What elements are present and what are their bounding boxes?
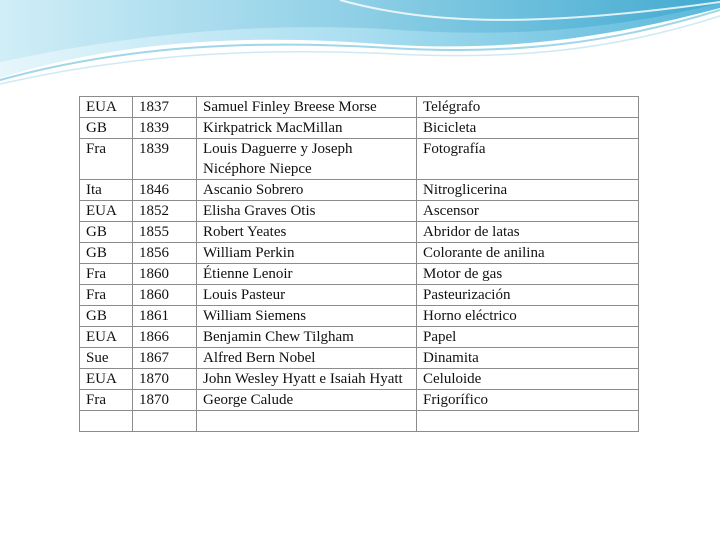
year-cell: 1860 bbox=[133, 264, 197, 285]
country-cell: GB bbox=[80, 118, 133, 139]
invention-cell: Ascensor bbox=[417, 201, 639, 222]
inventor-cell: John Wesley Hyatt e Isaiah Hyatt bbox=[197, 369, 417, 390]
invention-cell: Papel bbox=[417, 327, 639, 348]
invention-cell: Abridor de latas bbox=[417, 222, 639, 243]
invention-cell: Bicicleta bbox=[417, 118, 639, 139]
invention-cell: Dinamita bbox=[417, 348, 639, 369]
invention-cell: Celuloide bbox=[417, 369, 639, 390]
inventions-table bbox=[79, 96, 639, 432]
inventor-cell: Elisha Graves Otis bbox=[197, 201, 417, 222]
invention-cell: Fotografía bbox=[417, 139, 639, 180]
table-row bbox=[80, 306, 639, 327]
country-cell: Sue bbox=[80, 348, 133, 369]
country-cell: GB bbox=[80, 306, 133, 327]
inventor-cell: William Perkin bbox=[197, 243, 417, 264]
table-row bbox=[80, 390, 639, 411]
year-cell: 1855 bbox=[133, 222, 197, 243]
year-cell: 1852 bbox=[133, 201, 197, 222]
inventions-table-container bbox=[79, 96, 638, 432]
table-row bbox=[80, 264, 639, 285]
table-row bbox=[80, 243, 639, 264]
year-cell: 1870 bbox=[133, 369, 197, 390]
country-cell: EUA bbox=[80, 201, 133, 222]
country-cell: EUA bbox=[80, 327, 133, 348]
country-cell: Fra bbox=[80, 264, 133, 285]
inventor-cell: Samuel Finley Breese Morse bbox=[197, 97, 417, 118]
inventor-cell: Robert Yeates bbox=[197, 222, 417, 243]
country-cell: Fra bbox=[80, 139, 133, 180]
empty-cell bbox=[80, 411, 133, 432]
inventor-cell: Étienne Lenoir bbox=[197, 264, 417, 285]
table-row bbox=[80, 327, 639, 348]
invention-cell: Horno eléctrico bbox=[417, 306, 639, 327]
inventor-cell: Alfred Bern Nobel bbox=[197, 348, 417, 369]
invention-cell: Motor de gas bbox=[417, 264, 639, 285]
inventor-cell: Kirkpatrick MacMillan bbox=[197, 118, 417, 139]
year-cell: 1839 bbox=[133, 139, 197, 180]
country-cell: Ita bbox=[80, 180, 133, 201]
year-cell: 1846 bbox=[133, 180, 197, 201]
table-row bbox=[80, 97, 639, 118]
table-row-empty bbox=[80, 411, 639, 432]
table-row bbox=[80, 285, 639, 306]
invention-cell: Telégrafo bbox=[417, 97, 639, 118]
inventor-cell: William Siemens bbox=[197, 306, 417, 327]
invention-cell: Nitroglicerina bbox=[417, 180, 639, 201]
country-cell: Fra bbox=[80, 390, 133, 411]
table-row bbox=[80, 180, 639, 201]
table-row bbox=[80, 118, 639, 139]
year-cell: 1860 bbox=[133, 285, 197, 306]
invention-cell: Pasteurización bbox=[417, 285, 639, 306]
table-row bbox=[80, 348, 639, 369]
empty-cell bbox=[133, 411, 197, 432]
country-cell: EUA bbox=[80, 369, 133, 390]
inventor-cell: Ascanio Sobrero bbox=[197, 180, 417, 201]
year-cell: 1866 bbox=[133, 327, 197, 348]
country-cell: GB bbox=[80, 243, 133, 264]
year-cell: 1837 bbox=[133, 97, 197, 118]
year-cell: 1856 bbox=[133, 243, 197, 264]
year-cell: 1867 bbox=[133, 348, 197, 369]
table-row bbox=[80, 369, 639, 390]
inventor-cell: Louis Pasteur bbox=[197, 285, 417, 306]
inventions-table-body bbox=[80, 97, 639, 432]
empty-cell bbox=[197, 411, 417, 432]
invention-cell: Frigorífico bbox=[417, 390, 639, 411]
table-row bbox=[80, 201, 639, 222]
year-cell: 1861 bbox=[133, 306, 197, 327]
table-row bbox=[80, 222, 639, 243]
empty-cell bbox=[417, 411, 639, 432]
decorative-wave-banner bbox=[0, 0, 720, 90]
country-cell: EUA bbox=[80, 97, 133, 118]
country-cell: Fra bbox=[80, 285, 133, 306]
inventor-cell: Benjamin Chew Tilgham bbox=[197, 327, 417, 348]
year-cell: 1839 bbox=[133, 118, 197, 139]
invention-cell: Colorante de anilina bbox=[417, 243, 639, 264]
country-cell: GB bbox=[80, 222, 133, 243]
year-cell: 1870 bbox=[133, 390, 197, 411]
inventor-cell: George Calude bbox=[197, 390, 417, 411]
table-row bbox=[80, 139, 639, 180]
inventor-cell: Louis Daguerre y Joseph Nicéphore Niepce bbox=[197, 139, 417, 180]
